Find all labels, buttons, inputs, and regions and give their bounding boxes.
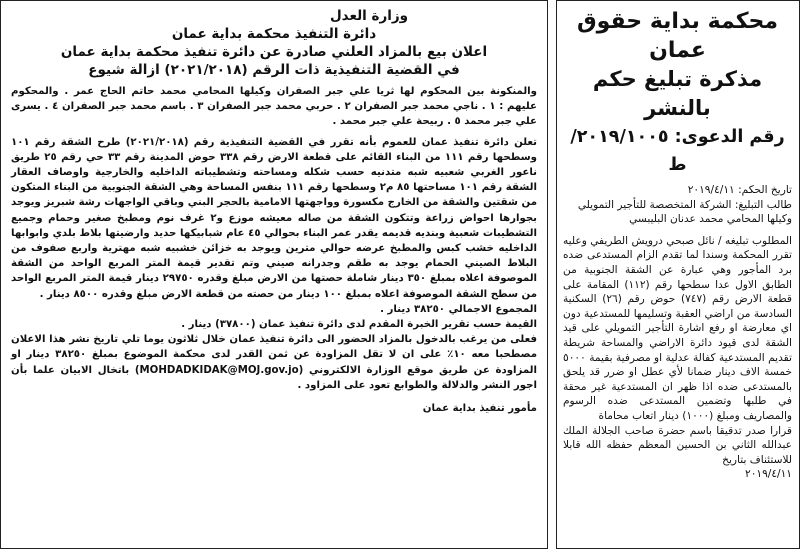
- bidding-text: فعلى من يرغب بالدخول بالمزاد الحضور الى دائرة تنفيذ عمان خلال ثلاثون يوما تلي تاريخ نشر هذا الاعلان مصطحبا معه ١٠٪ على ان لا تقل المزاودة عن ثمن القدر لدى محكمة الموضوع بمبلغ ٣٨٢٥٠ دينار او المزاودة عن طريق موقع الوزارة الالكتروني (: [11, 334, 538, 376]
- parties-paragraph: والمنكونة بين المحكوم لها ثريا علي جبر الصفران وكيلها المحامي محمد حاتم الحاج عمر . والمحكوم عليهم : ١ . ناجي محمد جبر الصفران ٢ . حربي محمد جبر الصفران ٣ . باسم محمد جبر الصفران ٤ . يسرى علي جبر محمد ٥ . ربيحة علي جبر محمد .: [11, 86, 537, 128]
- case-number: رقم الدعوى: ٢٠١٩/١٠٠٥/ط: [570, 127, 785, 175]
- ministry-website: MOHDADKIDAK@MOJ.gov.jo: [139, 364, 299, 376]
- requester: طالب التبليغ: الشركة المتخصصة للتأجير التمويلي: [577, 198, 792, 211]
- notice-title: مذكرة تبليغ حكم بالنشر: [592, 67, 763, 120]
- bidding-text-end: ) باتخال الابيان علما بأن اجور النشر والدلالة والطوابع تعود على المزاود .: [11, 364, 537, 391]
- spacer: [563, 227, 792, 234]
- judgment-notice-column: [556, 0, 800, 549]
- property-description: تعلن دائرة تنفيذ عمان للعموم بأنه تقرر في القضية التنفيذية رقم (٢٠٢١/٢٠١٨) طرح الشقة رقم ١٠١ وسطحها رقم ١١١ من البناء القائم على قطعة الارض رقم ٣٣٨ حوض المدينة رقم ٣٣ حي رقم ٢٥ طريق ناعور الغربي شعبيه شبه متدنيه حسب شكله ومساحته وتشطيباته الداخليه والخارجية واوصاف العقار الشقة رقم ١٠١ مساحتها ٨٥ م٢ وسطحها رقم ١١١ بنفس المساحة وهي الشقة الجنوبية من البناء المتكون من شقتين والشقة من الخارج مكسورة وواجهتها الامامية بالحجر البني وباقي الواجهات رشة شبريز ويوجد بجوارها احواض زراعة وتتكون الشقة من صاله معيشه موزع و٢ غرف نوم ومطبخ صغير وحمام وجميع التشطيبات شعبية وبنديه قديمه يقدر عمر البناء بحوالي ٤٥ عام شبابيكها حديد وارضيتها بلاط بلدي وابوابها الداخليه خشب كبس والمطبخ عرضه حوالي مترين ويوجد به خزائن خشبيه شبه مهترية واربع صفوف من البلاط الصيني الحمام يوجد به طقم وجدرانه صيني وتم تقدير قيمة المتر المربع الواحد من الشقة الموصوفة اعلاه بمبلغ ٣٥٠ دينار شاملة حصتها من الارض مبلغ وقدره ٢٩٧٥٠ دينار قيمة المتر المربع الواحد من سطح الشقة الموصوفة اعلاه بمبلغ ١٠٠ دينار من حصته من قطعة الارض مبلغ وقدره ٨٥٠٠ دينار .: [11, 136, 538, 300]
- judgment-date: تاريخ الحكم: ٢٠١٩/٤/١١: [687, 184, 792, 196]
- judgment-text: المطلوب تبليغه / نائل صبحي درويش الطريفي وعليه تقرر المحكمة وسندا لما تقدم الزام المستدعى ضده برد المأجور وهي عبارة عن الشقة الجنوبية من الطابق الاول عدا سطحها رقم (١١٢) المقامة على قطعة الارض رقم (٧٤٧) حوض رقم (٢٦) السكنية السادسة من اراضي العقبة وتسليمها للمستدعية دون اي معارضة او رفع اشارة التأجير التمويلي على قيد الشقة لدى قيود دائرة الاراضي والمساحة شريطة تقديم المستدعية كفالة عدلية او مصرفية بقيمة ٥٠٠٠ خمسة الاف دينار ضمانا لأي عطل او ضرر قد يلحق بالمستدعى ضده اذا ظهر ان المستدعية غير محقة في طلبها وتضمين المستدعى ضده الرسوم والمصاريف ومبلغ (١٠٠٠) دينار اتعاب محاماة: [563, 234, 793, 422]
- announcement-title: اعلان بيع بالمزاد العلني صادرة عن دائرة تنفيذ محكمة بداية عمان: [60, 44, 488, 60]
- bidding-instructions: [11, 332, 537, 393]
- case-title: في القضية التنفيذية ذات الرقم (٢٠٢١/٢٠١٨) ازالة شيوع: [88, 62, 460, 78]
- expert-valuation: القيمة حسب تقرير الخبرة المقدم لدى دائرة تنفيذ عمان (٣٧٨٠٠) دينار .: [181, 319, 537, 331]
- total-value: المجموع الاجمالي ٣٨٢٥٠ دينار .: [380, 303, 537, 315]
- court-title: محكمة بداية حقوق عمان: [577, 9, 778, 63]
- department-name: دائرة التنفيذ محكمة بداية عمان: [171, 26, 377, 42]
- judgment-body: [563, 234, 792, 468]
- decision-text: قرارا صدر تدقيقا باسم حضرة صاحب الجلالة الملك عبدالله الثاني بن الحسين المعظم حفظه الله قابلا للاستئناف بتاريخ: [563, 424, 792, 466]
- decision-date: ٢٠١٩/٤/١١: [745, 468, 792, 481]
- ministry-name: وزارة العدل: [329, 8, 409, 24]
- signature: مأمور تنفيذ بداية عمان: [422, 403, 537, 415]
- attorney: وكيلها المحامي محمد عدنان البليبسي: [629, 213, 792, 226]
